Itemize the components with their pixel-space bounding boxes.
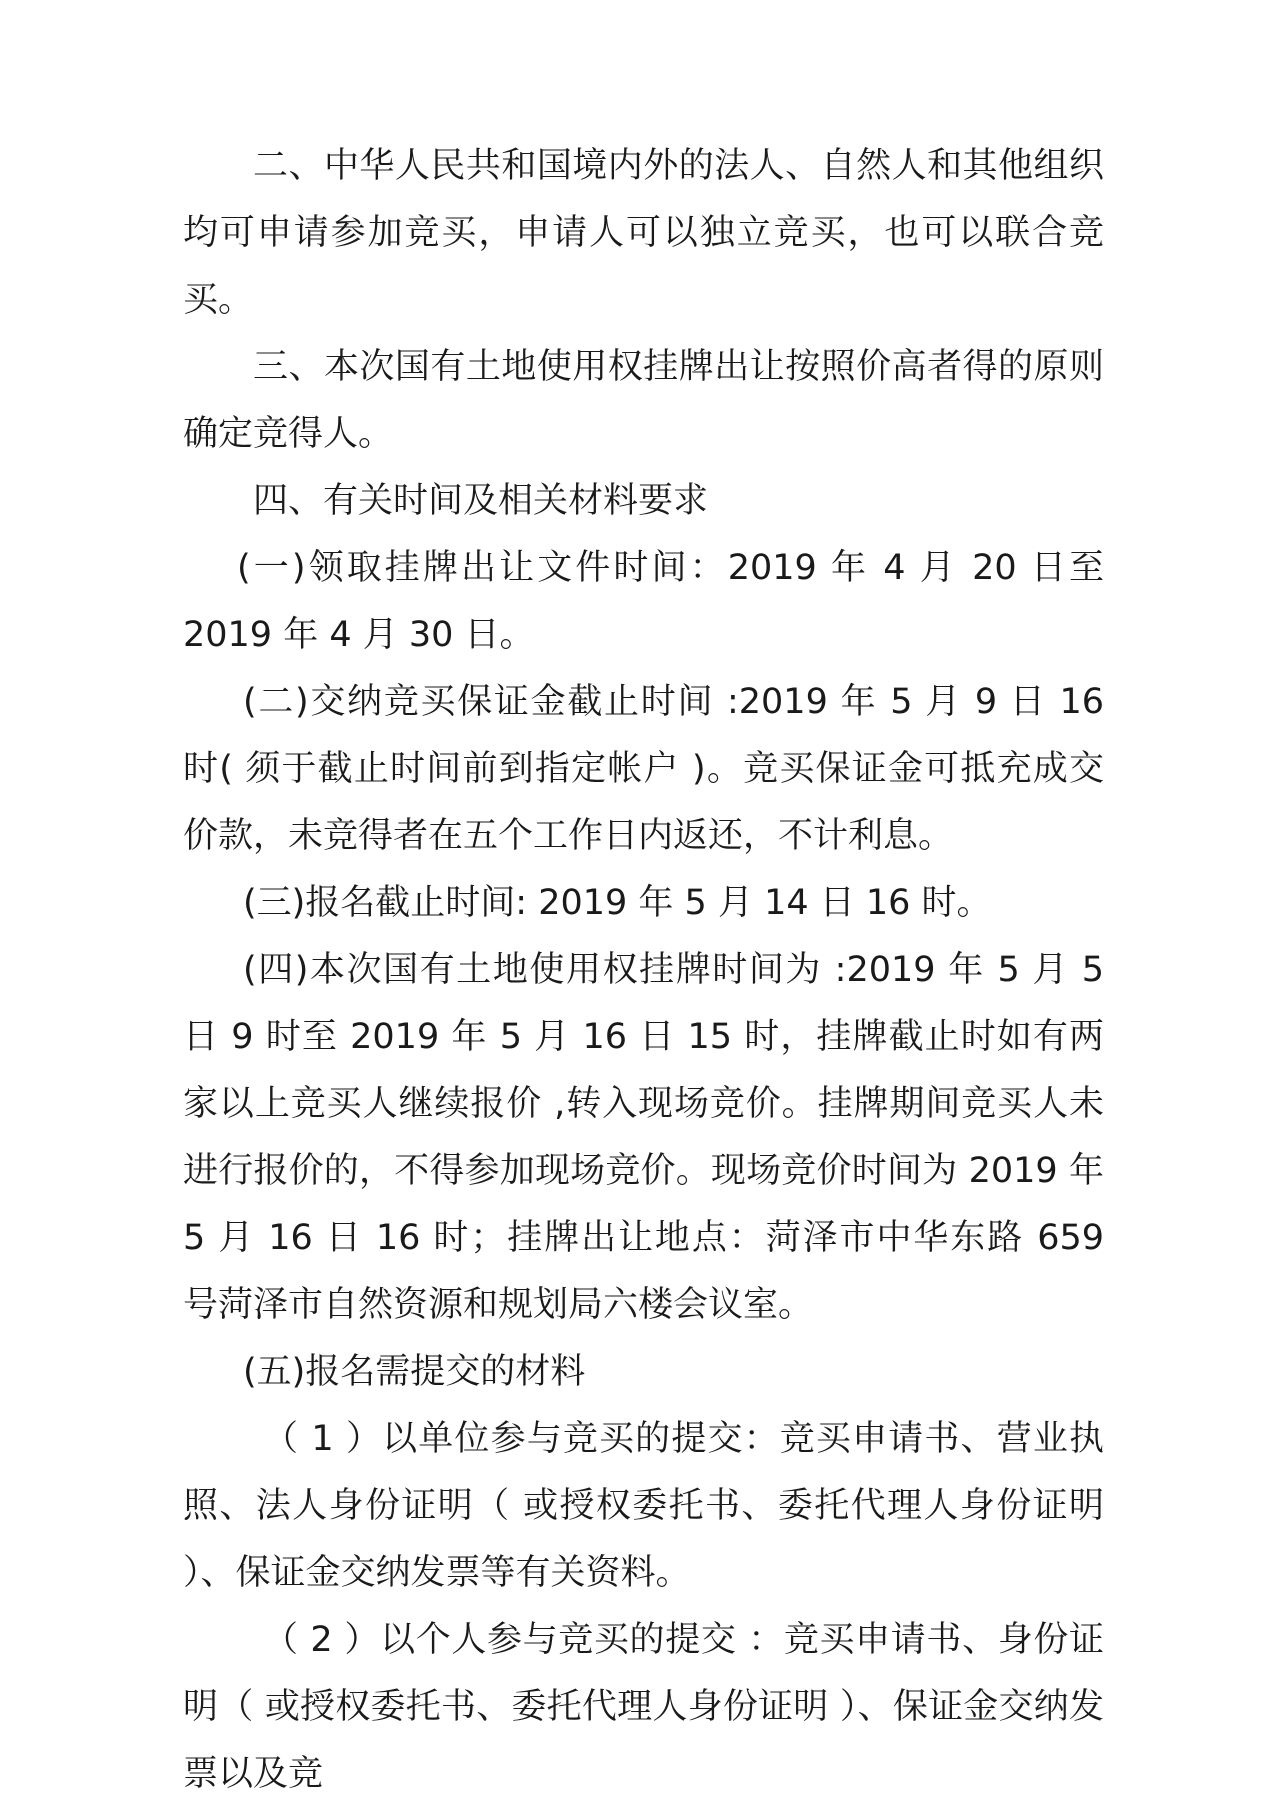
paragraph-deposit-deadline: (二)交纳竞买保证金截止时间 :2019 年 5 月 9 日 16 时( 须于截止时间前到指定帐户 )。竞买保证金可抵充成交价款，未竞得者在五个工作日内返还，不计利息。 [183, 682, 1104, 856]
paragraph-materials-company: （ 1 ）以单位参与竞买的提交：竞买申请书、营业执照、法人身份证明（ 或授权委托书、委托代理人身份证明 ）、保证金交纳发票等有关资料。 [183, 1419, 1104, 1593]
paragraph-registration-deadline: (三)报名截止时间: 2019 年 5 月 14 日 16 时。 [243, 883, 992, 923]
document-page [183, 133, 1104, 1808]
section-heading-time-materials: 四、有关时间及相关材料要求 [253, 481, 709, 521]
paragraph-eligibility: 二、中华人民共和国境内外的法人、自然人和其他组织均可申请参加竞买，申请人可以独立竞买，也可以联合竞买。 [183, 146, 1104, 320]
paragraph-materials-individual: （ 2 ）以个人参与竞买的提交 ：竞买申请书、身份证明（ 或授权委托书、委托代理人身份证明 ）、保证金交纳发票以及竞 [183, 1620, 1104, 1794]
paragraph-listing-time: (四)本次国有土地使用权挂牌时间为 :2019 年 5 月 5 日 9 时至 2019 年 5 月 16 日 15 时，挂牌截止时如有两家以上竞买人继续报价 ,转入现场竞价。挂牌期间竞买人未进行报价的，不得参加现场竞价。现场竞价时间为 2019 年 5 月 16 日 16 时；挂牌出让地点：菏泽市中华东路 659 号菏泽市自然资源和规划局六楼会议室。 [183, 950, 1104, 1325]
paragraph-document-pickup: (一)领取挂牌出让文件时间：2019 年 4 月 20 日至 2019 年 4 月 30 日。 [183, 548, 1104, 655]
paragraph-materials-heading: (五)报名需提交的材料 [243, 1352, 586, 1392]
paragraph-principle: 三、本次国有土地使用权挂牌出让按照价高者得的原则确定竞得人。 [183, 347, 1104, 454]
